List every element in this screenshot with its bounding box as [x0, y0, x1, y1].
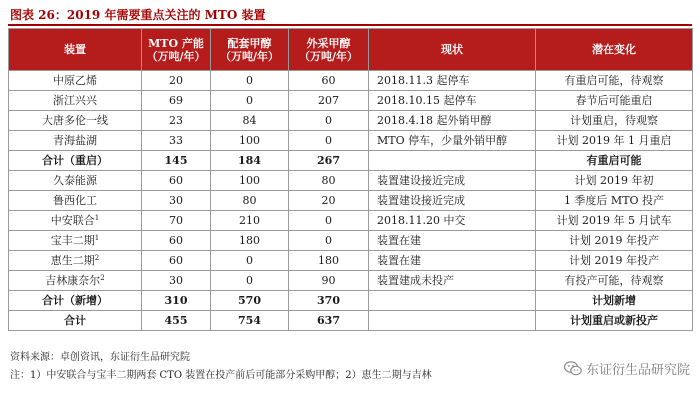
- own-methanol-cell: 0: [211, 71, 289, 91]
- potential-change-cell: 计划 2019 年 5 月试车: [536, 211, 693, 231]
- own-methanol-cell: 184: [211, 151, 289, 171]
- external-methanol-cell: 180: [289, 251, 369, 271]
- status-cell: 装置建设接近完成: [369, 171, 536, 191]
- figure-title: 图表 26：2019 年需要重点关注的 MTO 装置: [10, 8, 266, 22]
- title-rule: [8, 24, 692, 26]
- external-methanol-cell: 80: [289, 171, 369, 191]
- footnote: 注：1）中安联合与宝丰二期两套 CTO 装置在投产前后可能部分采购甲醇；2）恵生二期与吉林: [10, 370, 432, 381]
- status-cell: 2018.11.3 起停车: [369, 71, 536, 91]
- device-cell: 恵生二期$^2$: [9, 251, 142, 271]
- device-cell: 青海盐湖: [9, 131, 142, 151]
- total-row: [9, 311, 693, 331]
- external-methanol-cell: 267: [289, 151, 369, 171]
- status-cell: 装置建设接近完成: [369, 191, 536, 211]
- own-methanol-cell: 210: [211, 211, 289, 231]
- watermark: [562, 358, 692, 379]
- mto-capacity-cell: 69: [142, 91, 211, 111]
- potential-change-cell: 计划重启，待观察: [536, 111, 693, 131]
- potential-change-cell: 计划 2019 年初: [536, 171, 693, 191]
- table-row: [9, 251, 693, 271]
- mto-capacity-cell: 30: [142, 191, 211, 211]
- status-cell: [369, 291, 536, 311]
- status-cell: 装置建成未投产: [369, 271, 536, 291]
- source-note: 资料来源：卓创资讯，东证衍生品研究院: [10, 352, 190, 363]
- device-cell: 合计: [9, 311, 142, 331]
- mto-capacity-cell: 23: [142, 111, 211, 131]
- table-row: [9, 71, 693, 91]
- device-cell: 浙江兴兴: [9, 91, 142, 111]
- status-cell: 2018.11.20 中交: [369, 211, 536, 231]
- footnote-marker: 1: [94, 214, 100, 222]
- header-potential-change: 潜在变化: [536, 29, 693, 71]
- mto-capacity-cell: 60: [142, 171, 211, 191]
- wechat-icon: [564, 361, 582, 376]
- device-cell: 大唐多伦一线: [9, 111, 142, 131]
- potential-change-cell: 计划 2019 年 1 月重启: [536, 131, 693, 151]
- header-row: [9, 29, 693, 71]
- header-device: 装置: [9, 29, 142, 71]
- device-cell: 鲁西化工: [9, 191, 142, 211]
- total-row: [9, 151, 693, 171]
- potential-change-cell: 计划重启或新投产: [536, 311, 693, 331]
- footnote-marker: 1: [94, 234, 100, 242]
- status-cell: [369, 311, 536, 331]
- mto-capacity-cell: 33: [142, 131, 211, 151]
- own-methanol-cell: 84: [211, 111, 289, 131]
- footnote-marker: 2: [100, 274, 105, 282]
- own-methanol-cell: 100: [211, 171, 289, 191]
- device-cell: 合计（重启）: [9, 151, 142, 171]
- external-methanol-cell: 20: [289, 191, 369, 211]
- table-row: [9, 111, 693, 131]
- device-cell: 中安联合$^1$: [9, 211, 142, 231]
- status-cell: [369, 151, 536, 171]
- own-methanol-cell: 0: [211, 251, 289, 271]
- device-cell: 合计（新增）: [9, 291, 142, 311]
- external-methanol-cell: 60: [289, 71, 369, 91]
- potential-change-cell: 计划新增: [536, 291, 693, 311]
- external-methanol-cell: 0: [289, 111, 369, 131]
- status-cell: 装置在建: [369, 251, 536, 271]
- own-methanol-cell: 754: [211, 311, 289, 331]
- watermark-text: 东证衍生品研究院: [585, 363, 690, 378]
- status-cell: 2018.4.18 起外销甲醇: [369, 111, 536, 131]
- mto-table: [8, 28, 693, 331]
- mto-capacity-cell: 145: [142, 151, 211, 171]
- own-methanol-cell: 0: [211, 271, 289, 291]
- external-methanol-cell: 637: [289, 311, 369, 331]
- mto-capacity-cell: 310: [142, 291, 211, 311]
- table-row: [9, 231, 693, 251]
- mto-capacity-cell: 455: [142, 311, 211, 331]
- external-methanol-cell: 207: [289, 91, 369, 111]
- device-cell: 中原乙烯: [9, 71, 142, 91]
- table-row: [9, 211, 693, 231]
- device-cell: 吉林康奈尔$^2$: [9, 271, 142, 291]
- header-status: 现状: [369, 29, 536, 71]
- external-methanol-cell: 0: [289, 131, 369, 151]
- table-row: [9, 271, 693, 291]
- status-cell: MTO 停车，少量外销甲醇: [369, 131, 536, 151]
- external-methanol-cell: 0: [289, 231, 369, 251]
- device-cell: 宝丰二期$^1$: [9, 231, 142, 251]
- header-mto-capacity: MTO 产能 （万吨/年）: [142, 29, 211, 71]
- table-row: [9, 91, 693, 111]
- potential-change-cell: 有重启可能: [536, 151, 693, 171]
- header-own-methanol: 配套甲醇 （万吨/年）: [211, 29, 289, 71]
- table-row: [9, 171, 693, 191]
- mto-capacity-cell: 30: [142, 271, 211, 291]
- own-methanol-cell: 80: [211, 191, 289, 211]
- own-methanol-cell: 180: [211, 231, 289, 251]
- status-cell: 2018.10.15 起停车: [369, 91, 536, 111]
- total-row: [9, 291, 693, 311]
- own-methanol-cell: 570: [211, 291, 289, 311]
- potential-change-cell: 计划 2019 年投产: [536, 231, 693, 251]
- potential-change-cell: 计划 2019 年投产: [536, 251, 693, 271]
- potential-change-cell: 1 季度后 MTO 投产: [536, 191, 693, 211]
- status-cell: 装置在建: [369, 231, 536, 251]
- own-methanol-cell: 0: [211, 91, 289, 111]
- potential-change-cell: 有重启可能，待观察: [536, 71, 693, 91]
- footnote-marker: 2: [94, 254, 100, 262]
- external-methanol-cell: 370: [289, 291, 369, 311]
- external-methanol-cell: 0: [289, 211, 369, 231]
- mto-capacity-cell: 20: [142, 71, 211, 91]
- potential-change-cell: 有投产可能，待观察: [536, 271, 693, 291]
- device-cell: 久泰能源: [9, 171, 142, 191]
- table-row: [9, 191, 693, 211]
- external-methanol-cell: 90: [289, 271, 369, 291]
- mto-capacity-cell: 70: [142, 211, 211, 231]
- potential-change-cell: 春节后可能重启: [536, 91, 693, 111]
- own-methanol-cell: 100: [211, 131, 289, 151]
- header-external-methanol: 外采甲醇 （万吨/年）: [289, 29, 369, 71]
- mto-capacity-cell: 60: [142, 231, 211, 251]
- table-row: [9, 131, 693, 151]
- mto-capacity-cell: 60: [142, 251, 211, 271]
